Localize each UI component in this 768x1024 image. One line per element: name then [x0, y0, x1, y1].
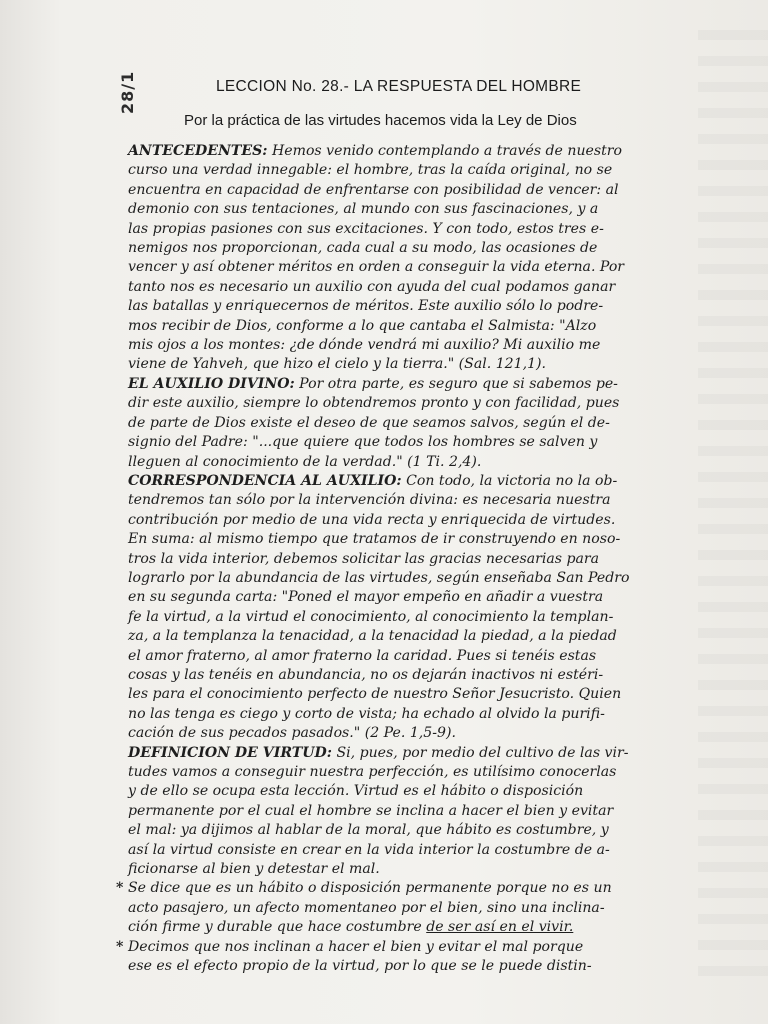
- body-line: contribución por medio de una vida recta y enriquecida de virtudes.: [128, 511, 616, 528]
- section-correspondencia: [128, 472, 703, 744]
- body-line: signio del Padre: "...que quiere que todos los hombres se salven y: [128, 434, 598, 451]
- note-inclinacion: [116, 938, 703, 977]
- section-auxilio-divino: [128, 375, 703, 472]
- body-line: En suma: al mismo tiempo que tratamos de ir construyendo en noso-: [128, 531, 621, 548]
- asterisk-marker: *: [116, 880, 124, 897]
- body-line: Se dice que es un hábito o disposición permanente porque no es un: [128, 880, 612, 897]
- body-line: tendremos tan sólo por la intervención divina: es necesaria nuestra: [128, 492, 611, 509]
- underlined-phrase: de ser así en el vivir.: [426, 919, 574, 936]
- body-line: ficionarse al bien y detestar el mal.: [128, 861, 380, 878]
- body-line: Decimos que nos inclinan a hacer el bien y evitar el mal porque: [128, 938, 584, 955]
- body-line: de parte de Dios existe el deseo de que seamos salvos, según el de-: [128, 414, 610, 431]
- margin-note: 28/1: [118, 70, 137, 114]
- body-line: el amor fraterno, al amor fraterno la caridad. Pues si tenéis estas: [128, 647, 597, 664]
- asterisk-marker: *: [116, 938, 124, 955]
- body-line: za, a la templanza la tenacidad, a la tenacidad la piedad, a la piedad: [128, 628, 617, 645]
- lesson-body: [116, 142, 703, 976]
- bleed-through-shadow: [698, 30, 768, 990]
- body-line: curso una verdad innegable: el hombre, tras la caída original, no se: [128, 162, 613, 179]
- body-line: cación de sus pecados pasados." (2 Pe. 1,5-9).: [128, 725, 456, 742]
- body-line: acto pasajero, un afecto momentaneo por el bien, sino una inclina-: [128, 899, 605, 916]
- section-heading: DEFINICION DE VIRTUD:: [128, 744, 332, 761]
- section-heading: CORRESPONDENCIA AL AUXILIO:: [128, 472, 402, 489]
- body-line: CORRESPONDENCIA AL AUXILIO: Con todo, la victoria no la ob-: [128, 472, 618, 489]
- body-line: tros la vida interior, debemos solicitar las gracias necesarias para: [128, 550, 600, 567]
- section-heading: EL AUXILIO DIVINO:: [128, 375, 295, 392]
- body-line: dir este auxilio, siempre lo obtendremos pronto y con facilidad, pues: [128, 395, 620, 412]
- lesson-title: LECCION No. 28.- LA RESPUESTA DEL HOMBRE: [216, 78, 582, 95]
- body-line: vencer y así obtener méritos en orden a conseguir la vida eterna. Por: [128, 259, 625, 276]
- body-line: encuentra en capacidad de enfrentarse con posibilidad de vencer: al: [128, 181, 619, 198]
- body-line: tanto nos es necesario un auxilio con ayuda del cual podamos ganar: [128, 278, 616, 295]
- body-line: demonio con sus tentaciones, al mundo con sus fascinaciones, y a: [128, 201, 599, 218]
- body-line: en su segunda carta: "Poned el mayor empeño en añadir a vuestra: [128, 589, 604, 606]
- body-line: nemigos nos proporcionan, cada cual a su modo, las ocasiones de: [128, 240, 598, 257]
- section-heading: ANTECEDENTES:: [128, 143, 268, 159]
- body-line: y de ello se ocupa esta lección. Virtud es el hábito o disposición: [128, 783, 584, 800]
- body-line: fe la virtud, a la virtud el conocimiento, al conocimiento la templan-: [128, 608, 614, 625]
- body-line: permanente por el cual el hombre se inclina a hacer el bien y evitar: [128, 802, 614, 819]
- body-line: lograrlo por la abundancia de las virtudes, según enseñaba San Pedro: [128, 569, 630, 586]
- body-line: ese es el efecto propio de la virtud, por lo que se le puede distin-: [128, 958, 592, 975]
- body-line: mos recibir de Dios, conforme a lo que cantaba el Salmista: "Alzo: [128, 317, 597, 334]
- note-habito: [116, 879, 703, 937]
- body-line: así la virtud consiste en crear en la vida interior la costumbre de a-: [128, 841, 610, 858]
- body-line: les para el conocimiento perfecto de nuestro Señor Jesucristo. Quien: [128, 686, 622, 703]
- body-line: ción firme y durable que hace costumbre de ser así en el vivir.: [128, 919, 574, 936]
- body-line: tudes vamos a conseguir nuestra perfección, es utilísimo conocerlas: [128, 764, 617, 780]
- lesson-subtitle: Por la práctica de las virtudes hacemos vida la Ley de Dios: [184, 112, 577, 129]
- body-line: ANTECEDENTES: Hemos venido contemplando a través de nuestro: [128, 143, 622, 159]
- body-line: lleguen al conocimiento de la verdad." (1 Ti. 2,4).: [128, 453, 482, 470]
- body-line: mis ojos a los montes: ¿de dónde vendrá mi auxilio? Mi auxilio me: [128, 337, 601, 354]
- section-antecedentes: [128, 142, 703, 375]
- body-line: el mal: ya dijimos al hablar de la moral, que hábito es costumbre, y: [128, 822, 609, 839]
- body-line: viene de Yahveh, que hizo el cielo y la tierra." (Sal. 121,1).: [128, 356, 547, 373]
- body-line: las batallas y enriquecernos de méritos. Este auxilio sólo lo podre-: [128, 298, 604, 315]
- body-line: cosas y las tenéis en abundancia, no os dejarán inactivos ni estéri-: [128, 666, 604, 683]
- body-line: EL AUXILIO DIVINO: Por otra parte, es seguro que si sabemos pe-: [128, 375, 618, 392]
- body-line: no las tenga es ciego y corto de vista; ha echado al olvido la purifi-: [128, 705, 605, 722]
- body-line: las propias pasiones con sus excitaciones. Y con todo, estos tres e-: [128, 220, 604, 237]
- section-definicion: [128, 744, 703, 880]
- body-line: DEFINICION DE VIRTUD: Si, pues, por medio del cultivo de las vir-: [128, 744, 629, 761]
